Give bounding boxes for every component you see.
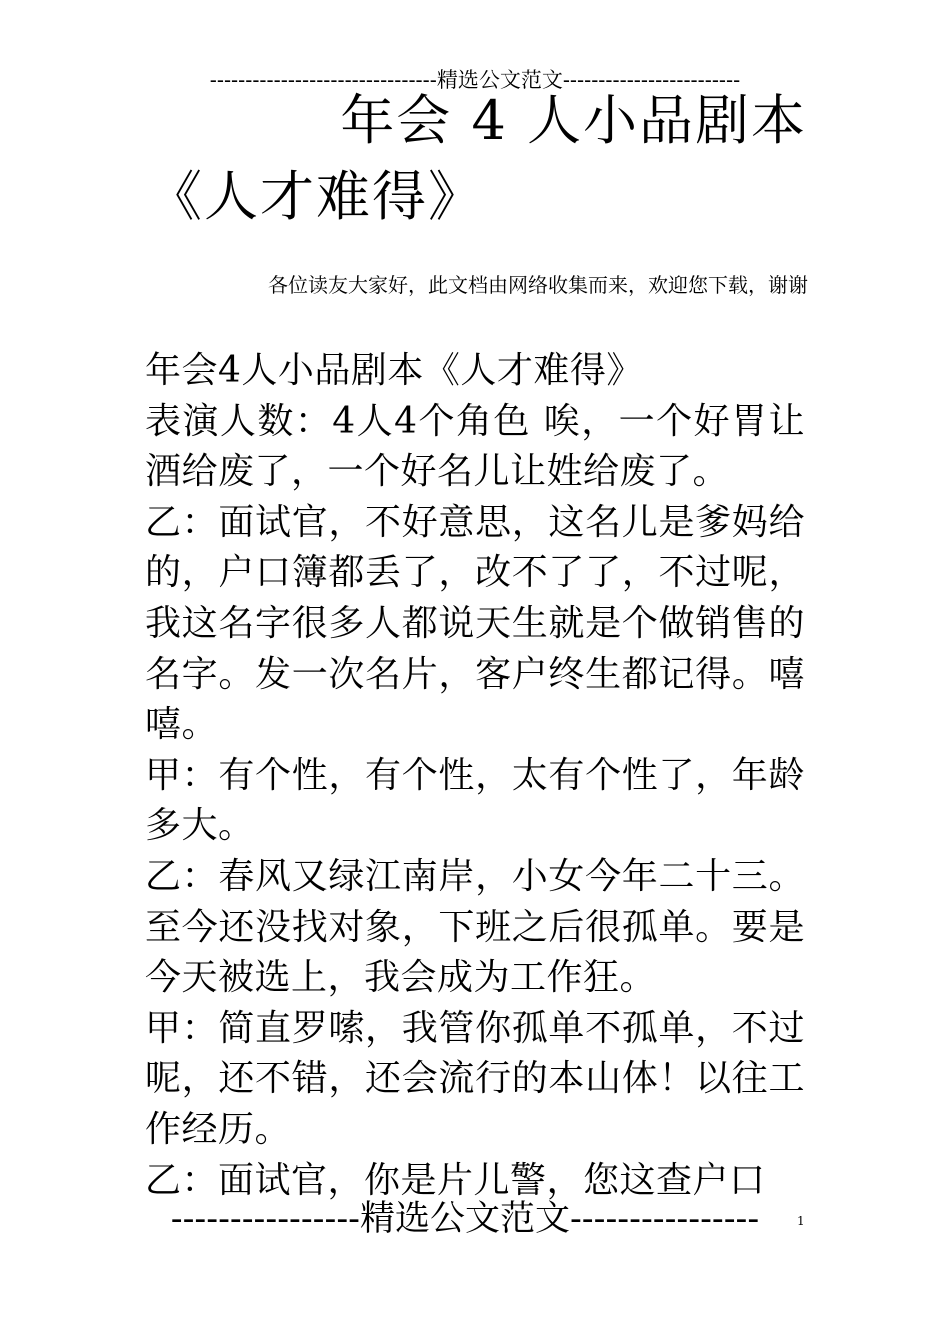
- document-title-line-2: 《人才难得》: [148, 165, 484, 228]
- body-paragraph: 甲：有个性，有个性，太有个性了，年龄多大。: [145, 754, 805, 847]
- body-paragraph: 年会4人小品剧本《人才难得》: [145, 350, 643, 391]
- download-notice: 各位读友大家好，此文档由网络收集而来，欢迎您下载，谢谢: [268, 273, 808, 297]
- body-paragraph: 乙：面试官，你是片儿警，您这查户口: [145, 1159, 766, 1201]
- body-paragraph: 表演人数：4人4个角色 唉，一个好胃让酒给废了，一个好名儿让姓给废了。: [145, 400, 805, 493]
- page-footer: ----------------精选公文范文----------------: [170, 1199, 760, 1239]
- document-body: [145, 346, 805, 1206]
- document-title-line-1: 年会 4 人小品剧本: [340, 89, 807, 152]
- body-paragraph: 甲：简直罗嗦，我管你孤单不孤单，不过呢，还不错，还会流行的本山体！以往工作经历。: [145, 1007, 805, 1150]
- page-number: 1: [797, 1214, 805, 1228]
- body-paragraph: 乙：面试官，不好意思，这名儿是爹妈给的，户口簿都丢了，改不了了，不过呢，我这名字很多人都说天生就是个做销售的名字。发一次名片，客户终生都记得。嘻嘻。: [145, 501, 805, 746]
- body-paragraph: 乙：春风又绿江南岸，小女今年二十三。至今还没找对象，下班之后很孤单。要是今天被选上，我会成为工作狂。: [145, 855, 805, 999]
- page-header: --------------------------------精选公文范文-------------------------: [209, 68, 741, 92]
